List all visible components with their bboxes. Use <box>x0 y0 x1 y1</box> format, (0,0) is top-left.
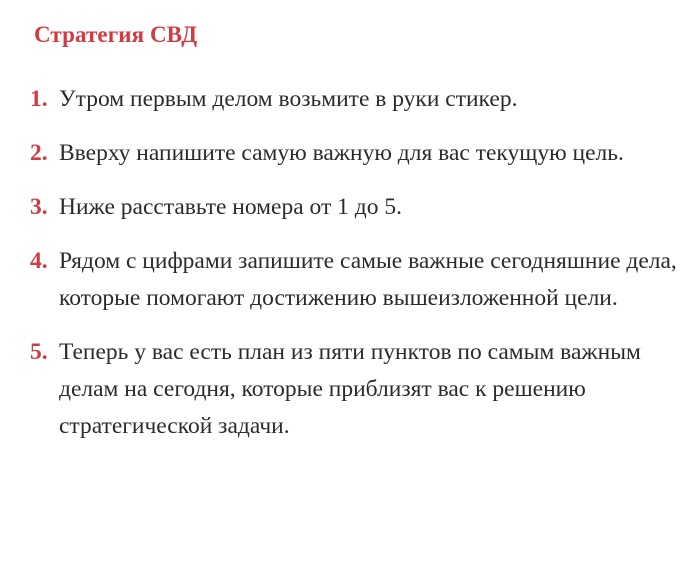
list-item-number: 2. <box>30 140 48 166</box>
list-item-number: 3. <box>30 194 48 220</box>
list-item-number: 4. <box>30 248 48 274</box>
numbered-list <box>30 81 685 462</box>
list-item <box>30 189 685 226</box>
section-heading: Стратегия СВД <box>34 22 198 47</box>
list-item-text: Утром первым делом возьмите в руки стикер. <box>59 86 518 112</box>
list-item <box>30 243 685 317</box>
list-item <box>30 334 685 445</box>
list-item-number: 1. <box>30 86 48 112</box>
list-item <box>30 81 685 118</box>
list-item-text: Вверху напишите самую важную для вас текущую цель. <box>59 140 624 166</box>
list-item <box>30 135 685 172</box>
list-item-text: Ниже расставьте номера от 1 до 5. <box>59 194 402 220</box>
list-item-number: 5. <box>30 339 48 365</box>
list-item-text: Рядом с цифрами запишите самые важные сегодняшние дела, которые помогают достижению вышеизложенной цели. <box>59 248 677 311</box>
list-item-text: Теперь у вас есть план из пяти пунктов по самым важным делам на сегодня, которые приблизят вас к решению стратегической задачи. <box>59 339 641 439</box>
